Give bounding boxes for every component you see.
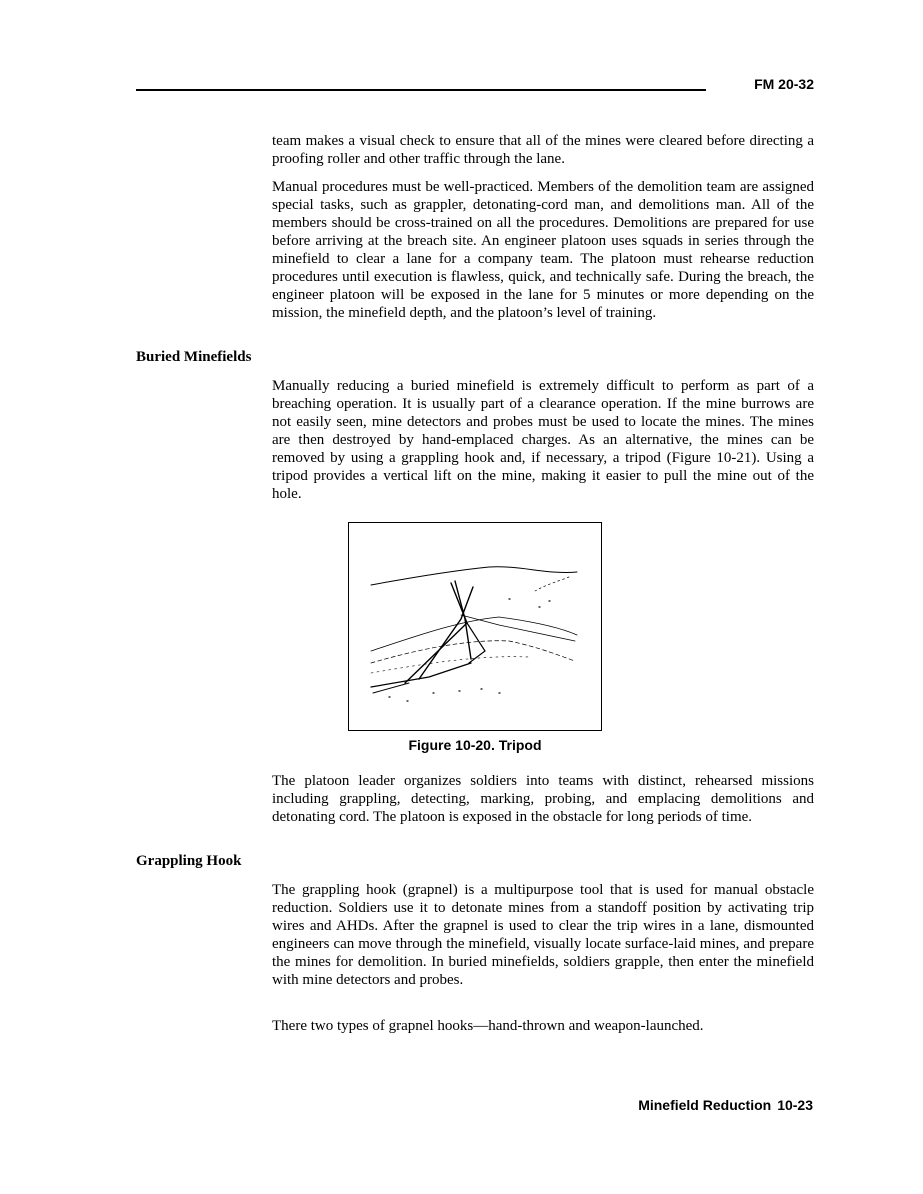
paragraph-grapnel-types: There two types of grapnel hooks—hand-thrown and weapon-launched. [272,1018,704,1034]
footer-page-number: 10-23 [777,1097,813,1113]
tripod-illustration [349,523,601,730]
paragraph-manual-procedures: Manual procedures must be well-practiced. Members of the demolition team are assigned special tasks, such as grappler, detonating-cord man, and demolitions man. All of the members should be cross-trained on all the procedures. Demolitions are prepared for use before arriving at the breach site. An engineer platoon uses squads in series through the minefield to clear a lane for a company team. The platoon must rehearse reduction procedures until execution is flawless, quick, and technically safe. During the breach, the engineer platoon will be exposed in the lane for 5 minutes or more depending on the mission, the minefield depth, and the platoon’s level of training. [272,179,814,321]
header-rule [136,89,706,91]
section-heading-grappling-hook: Grappling Hook [136,853,242,869]
paragraph-buried-minefields: Manually reducing a buried minefield is extremely difficult to perform as part of a breaching operation. It is usually part of a clearance operation. If the mine burrows are not easily seen, mine detectors and probes must be used to locate the mines. The mines are then destroyed by hand-emplaced charges. As an alternative, the mines can be removed by using a grappling hook and, if necessary, a tripod (Figure 10-21). Using a tripod provides a vertical lift on the mine, making it easier to pull the mine out of the hole. [272,378,814,502]
document-id: FM 20-32 [754,76,814,92]
figure-tripod [348,522,602,731]
paragraph-continuation: team makes a visual check to ensure that all of the mines were cleared before directing a proofing roller and other traffic through the lane. [272,133,814,167]
paragraph-grappling-hook: The grappling hook (grapnel) is a multipurpose tool that is used for manual obstacle reduction. Soldiers use it to detonate mines from a standoff position by activating trip wires and AHDs. After the grapnel is used to clear the trip wires in a lane, dismounted engineers can move through the minefield, visually locate surface-laid mines, and prepare the mines for demolition. In buried minefields, soldiers grapple, then enter the minefield with mine detectors and probes. [272,882,814,988]
paragraph-platoon-leader: The platoon leader organizes soldiers into teams with distinct, rehearsed missions including grappling, detecting, marking, probing, and emplacing demolitions and detonating cord. The platoon is exposed in the obstacle for long periods of time. [272,773,814,825]
section-heading-buried-minefields: Buried Minefields [136,349,252,365]
footer-section-title: Minefield Reduction [638,1097,772,1113]
page-footer [638,1097,813,1113]
figure-caption: Figure 10-20. Tripod [408,737,542,753]
